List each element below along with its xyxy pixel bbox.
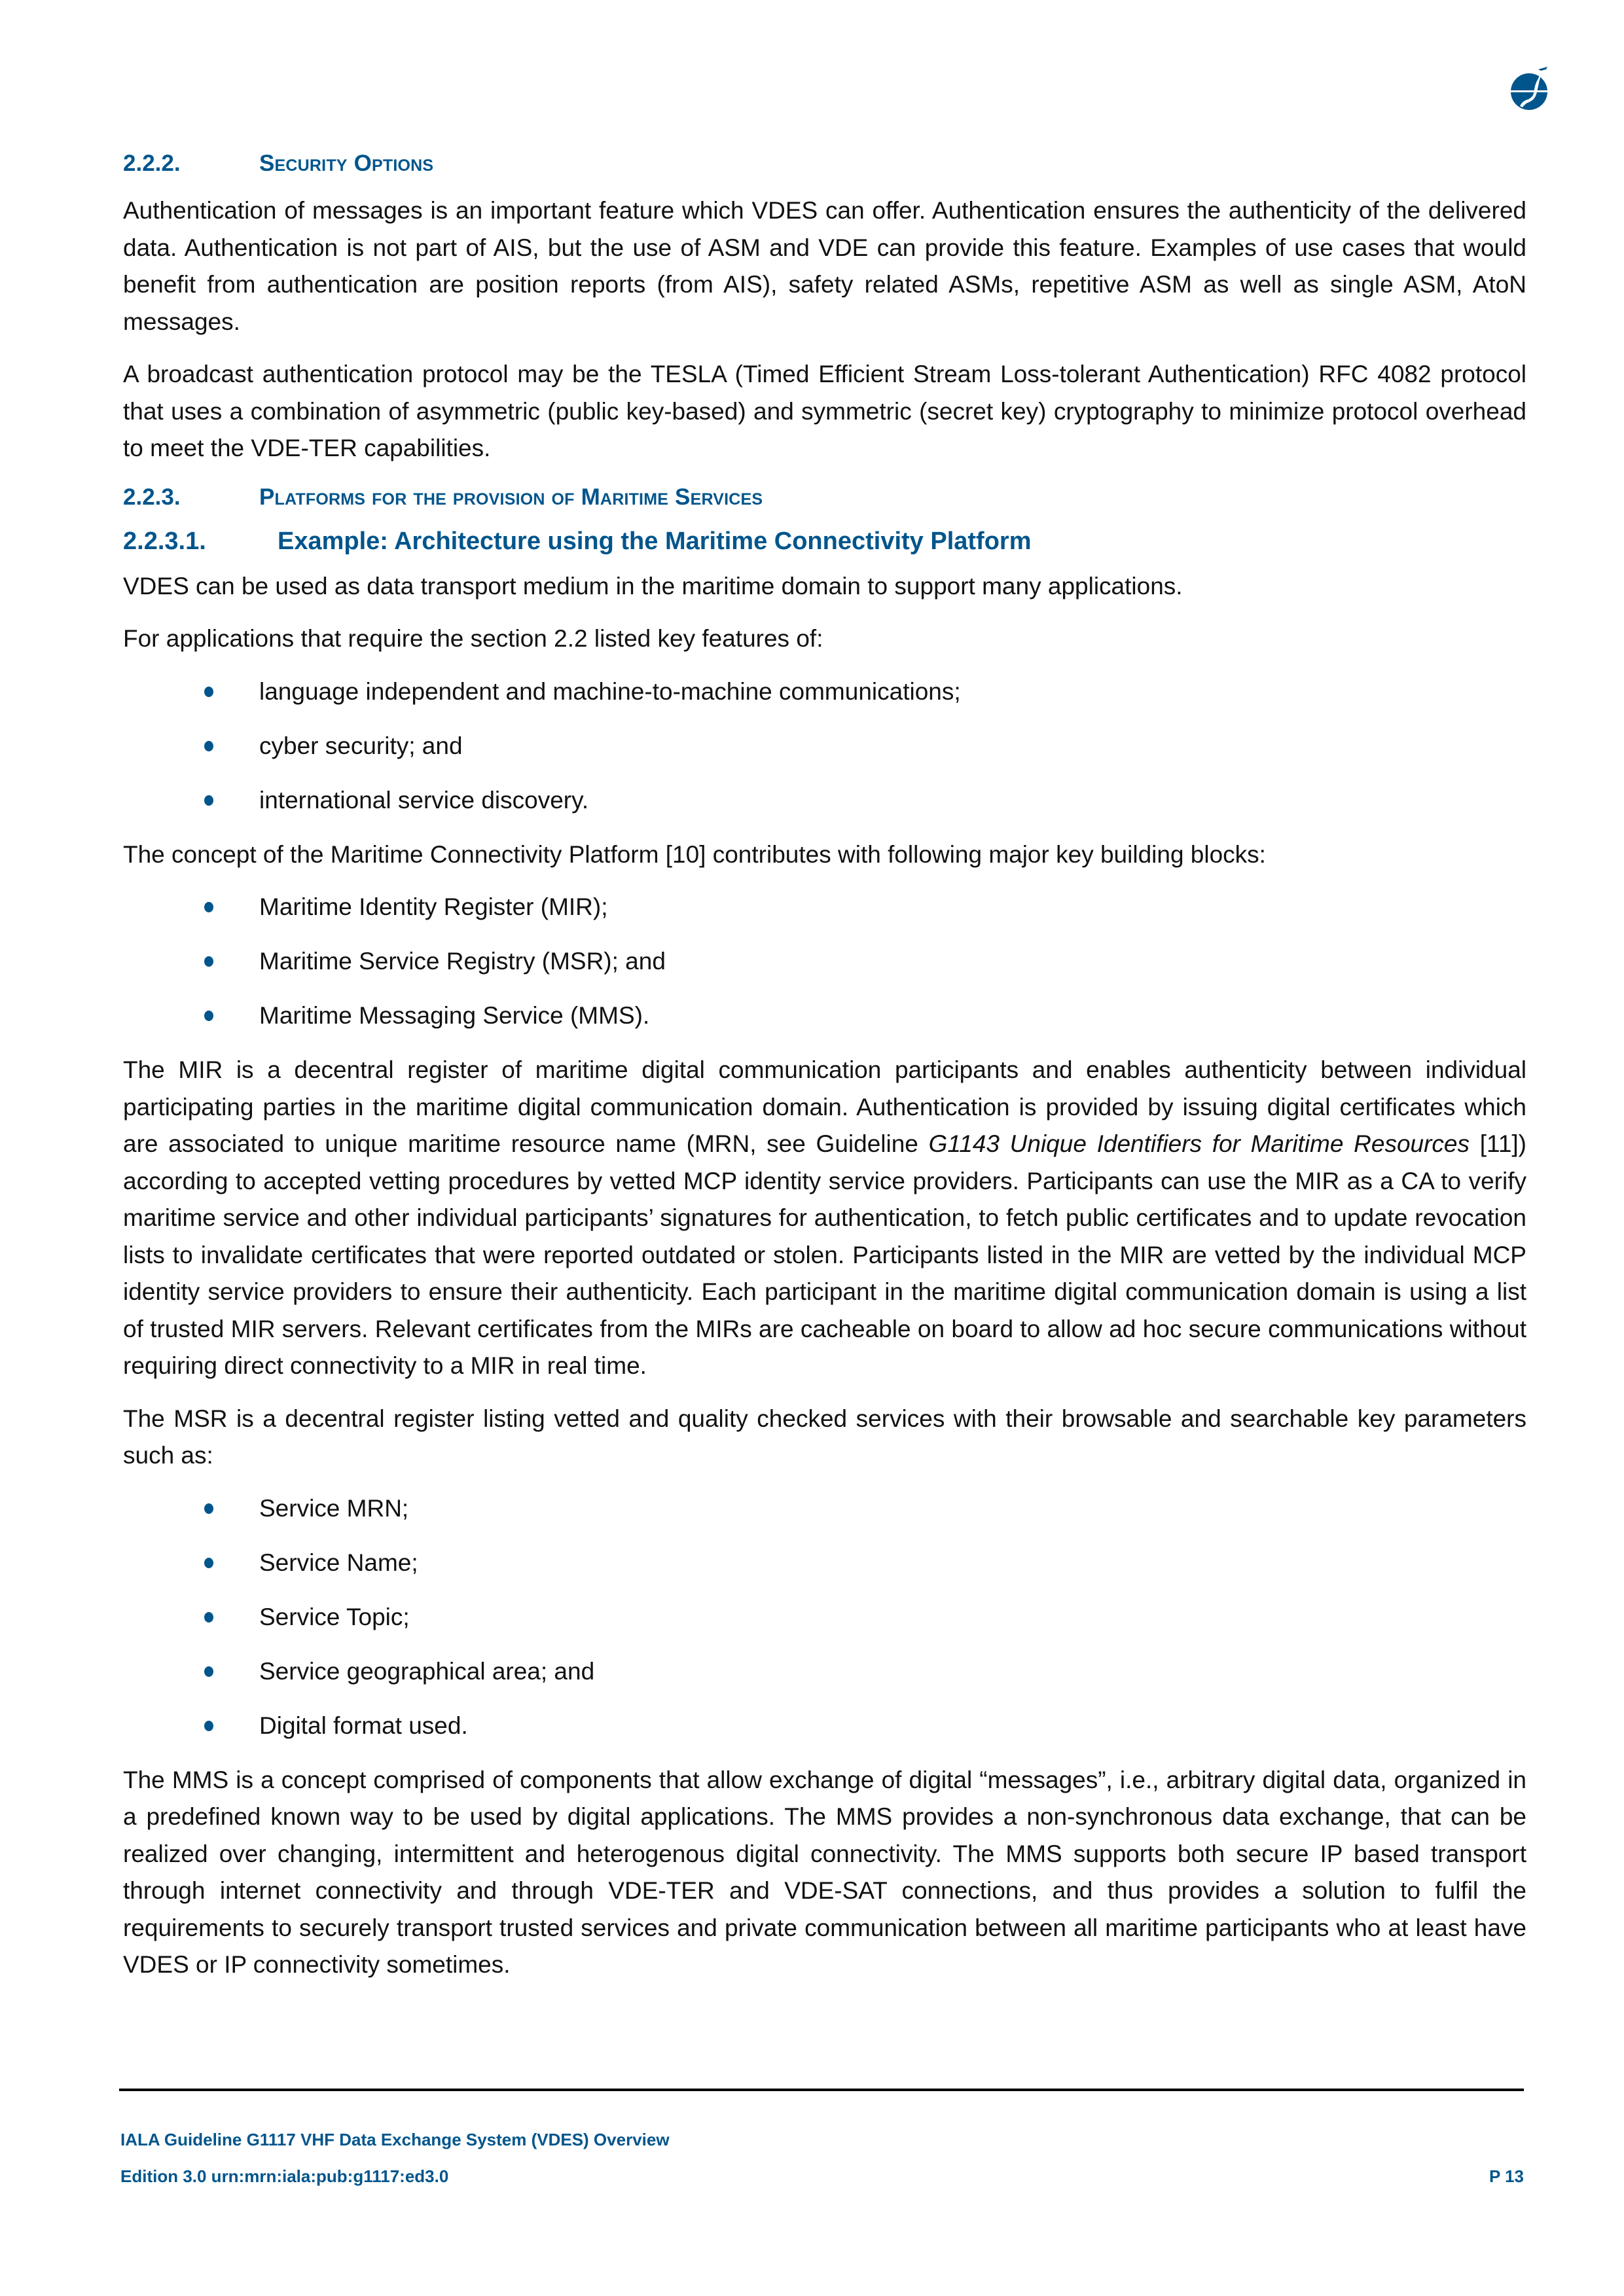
page-footer xyxy=(120,2128,1524,2202)
msr-parameters-list xyxy=(123,1490,1526,1744)
bullet-icon xyxy=(204,956,213,967)
heading-number: 2.2.2. xyxy=(123,151,181,176)
heading-number: 2.2.3. xyxy=(123,484,181,510)
page-number: P 13 xyxy=(1489,2166,1524,2186)
list-item: Service Name; xyxy=(123,1545,1526,1581)
list-item: Maritime Identity Register (MIR); xyxy=(123,889,1526,925)
heading-2-2-3-1 xyxy=(123,526,1526,556)
list-item: Maritime Messaging Service (MMS). xyxy=(123,997,1526,1034)
list-item: Service Topic; xyxy=(123,1599,1526,1636)
bullet-icon xyxy=(204,1721,213,1731)
footer-document-title: IALA Guideline G1117 VHF Data Exchange System (VDES) Overview xyxy=(120,2130,670,2149)
list-item: Service geographical area; and xyxy=(123,1653,1526,1690)
footer-edition: Edition 3.0 urn:mrn:iala:pub:g1117:ed3.0 xyxy=(120,2166,449,2186)
paragraph-applications: For applications that require the section 2.2 listed key features of: xyxy=(123,625,823,652)
list-item: Maritime Service Registry (MSR); and xyxy=(123,943,1526,980)
bullet-icon xyxy=(204,902,213,912)
bullet-icon xyxy=(204,795,213,806)
iala-logo-icon xyxy=(1506,63,1558,115)
paragraph-mcp-concept: The concept of the Maritime Connectivity Platform [10] contributes with following major key building blocks: xyxy=(123,840,1266,868)
heading-title: Example: Architecture using the Maritime Connectivity Platform xyxy=(278,527,1032,555)
footer-divider xyxy=(119,2089,1524,2091)
bullet-icon xyxy=(204,741,213,751)
heading-2-2-3 xyxy=(123,483,1526,512)
list-item: international service discovery. xyxy=(123,782,1526,819)
paragraph-mms: The MMS is a concept comprised of components that allow exchange of digital “messages”, i.e., arbitrary digital data, organized in a predefined known way to be used by digital applications. The MMS provides a non-synchronous data exchange, that can be realized over changing, intermittent and heterogenous digital connectivity. The MMS supports both secure IP based transport through internet connectivity and through VDE-TER and VDE-SAT connections, and thus provides a solution to fulfil the requirements to securely transport trusted services and private communication between all maritime participants who at least have VDES or IP connectivity sometimes. xyxy=(123,1766,1526,1978)
building-blocks-list xyxy=(123,889,1526,1034)
bullet-icon xyxy=(204,1612,213,1623)
heading-title: Platforms for the provision of Maritime Services xyxy=(259,484,763,510)
paragraph-mir: The MIR is a decentral register of maritime digital communication participants and enables authenticity between individual participating parties in the maritime digital communication domain. Authentication is provided by issuing digital certificates which are associated to unique maritime resource name (MRN, see Guideline G1143 Unique Identifiers for Maritime Resources [11]) according to accepted vetting procedures by vetted MCP identity service providers. Participants can use the MIR as a CA to verify maritime service and other individual participants’ signatures for authentication, to fetch public certificates and to update revocation lists to invalidate certificates that were reported outdated or stolen. Participants listed in the MIR are vetted by the individual MCP identity service providers to ensure their authenticity. Each participant in the maritime digital communication domain is using a list of trusted MIR servers. Relevant certificates from the MIRs are cacheable on board to allow ad hoc secure communications without requiring direct connectivity to a MIR in real time. xyxy=(123,1056,1526,1379)
heading-title: Security Options xyxy=(259,151,434,176)
main-content xyxy=(123,149,1526,2000)
list-item: language independent and machine-to-machine communications; xyxy=(123,673,1526,710)
heading-2-2-2 xyxy=(123,149,1526,178)
bullet-icon xyxy=(204,1558,213,1568)
bullet-icon xyxy=(204,687,213,697)
guideline-reference: G1143 Unique Identifiers for Maritime Resources xyxy=(928,1130,1470,1157)
paragraph-msr: The MSR is a decentral register listing vetted and quality checked services with their browsable and searchable key parameters such as: xyxy=(123,1405,1526,1469)
bullet-icon xyxy=(204,1011,213,1021)
list-item: Digital format used. xyxy=(123,1708,1526,1744)
list-item: Service MRN; xyxy=(123,1490,1526,1527)
paragraph-tesla: A broadcast authentication protocol may be the TESLA (Timed Efficient Stream Loss-tolerant Authentication) RFC 4082 protocol that uses a combination of asymmetric (public key-based) and symmetric (secret key) cryptography to minimize protocol overhead to meet the VDE-TER capabilities. xyxy=(123,361,1526,461)
list-item: cyber security; and xyxy=(123,728,1526,764)
bullet-icon xyxy=(204,1666,213,1677)
heading-number: 2.2.3.1. xyxy=(123,527,206,555)
key-features-list xyxy=(123,673,1526,819)
bullet-icon xyxy=(204,1503,213,1514)
paragraph-vdes-transport: VDES can be used as data transport medium in the maritime domain to support many applications. xyxy=(123,572,1183,600)
paragraph-authentication: Authentication of messages is an important feature which VDES can offer. Authentication ensures the authenticity of the delivered data. Authentication is not part of AIS, but the use of ASM and VDE can provide this feature. Examples of use cases that would benefit from authentication are position reports (from AIS), safety related ASMs, repetitive ASM as well as single ASM, AtoN messages. xyxy=(123,197,1526,335)
